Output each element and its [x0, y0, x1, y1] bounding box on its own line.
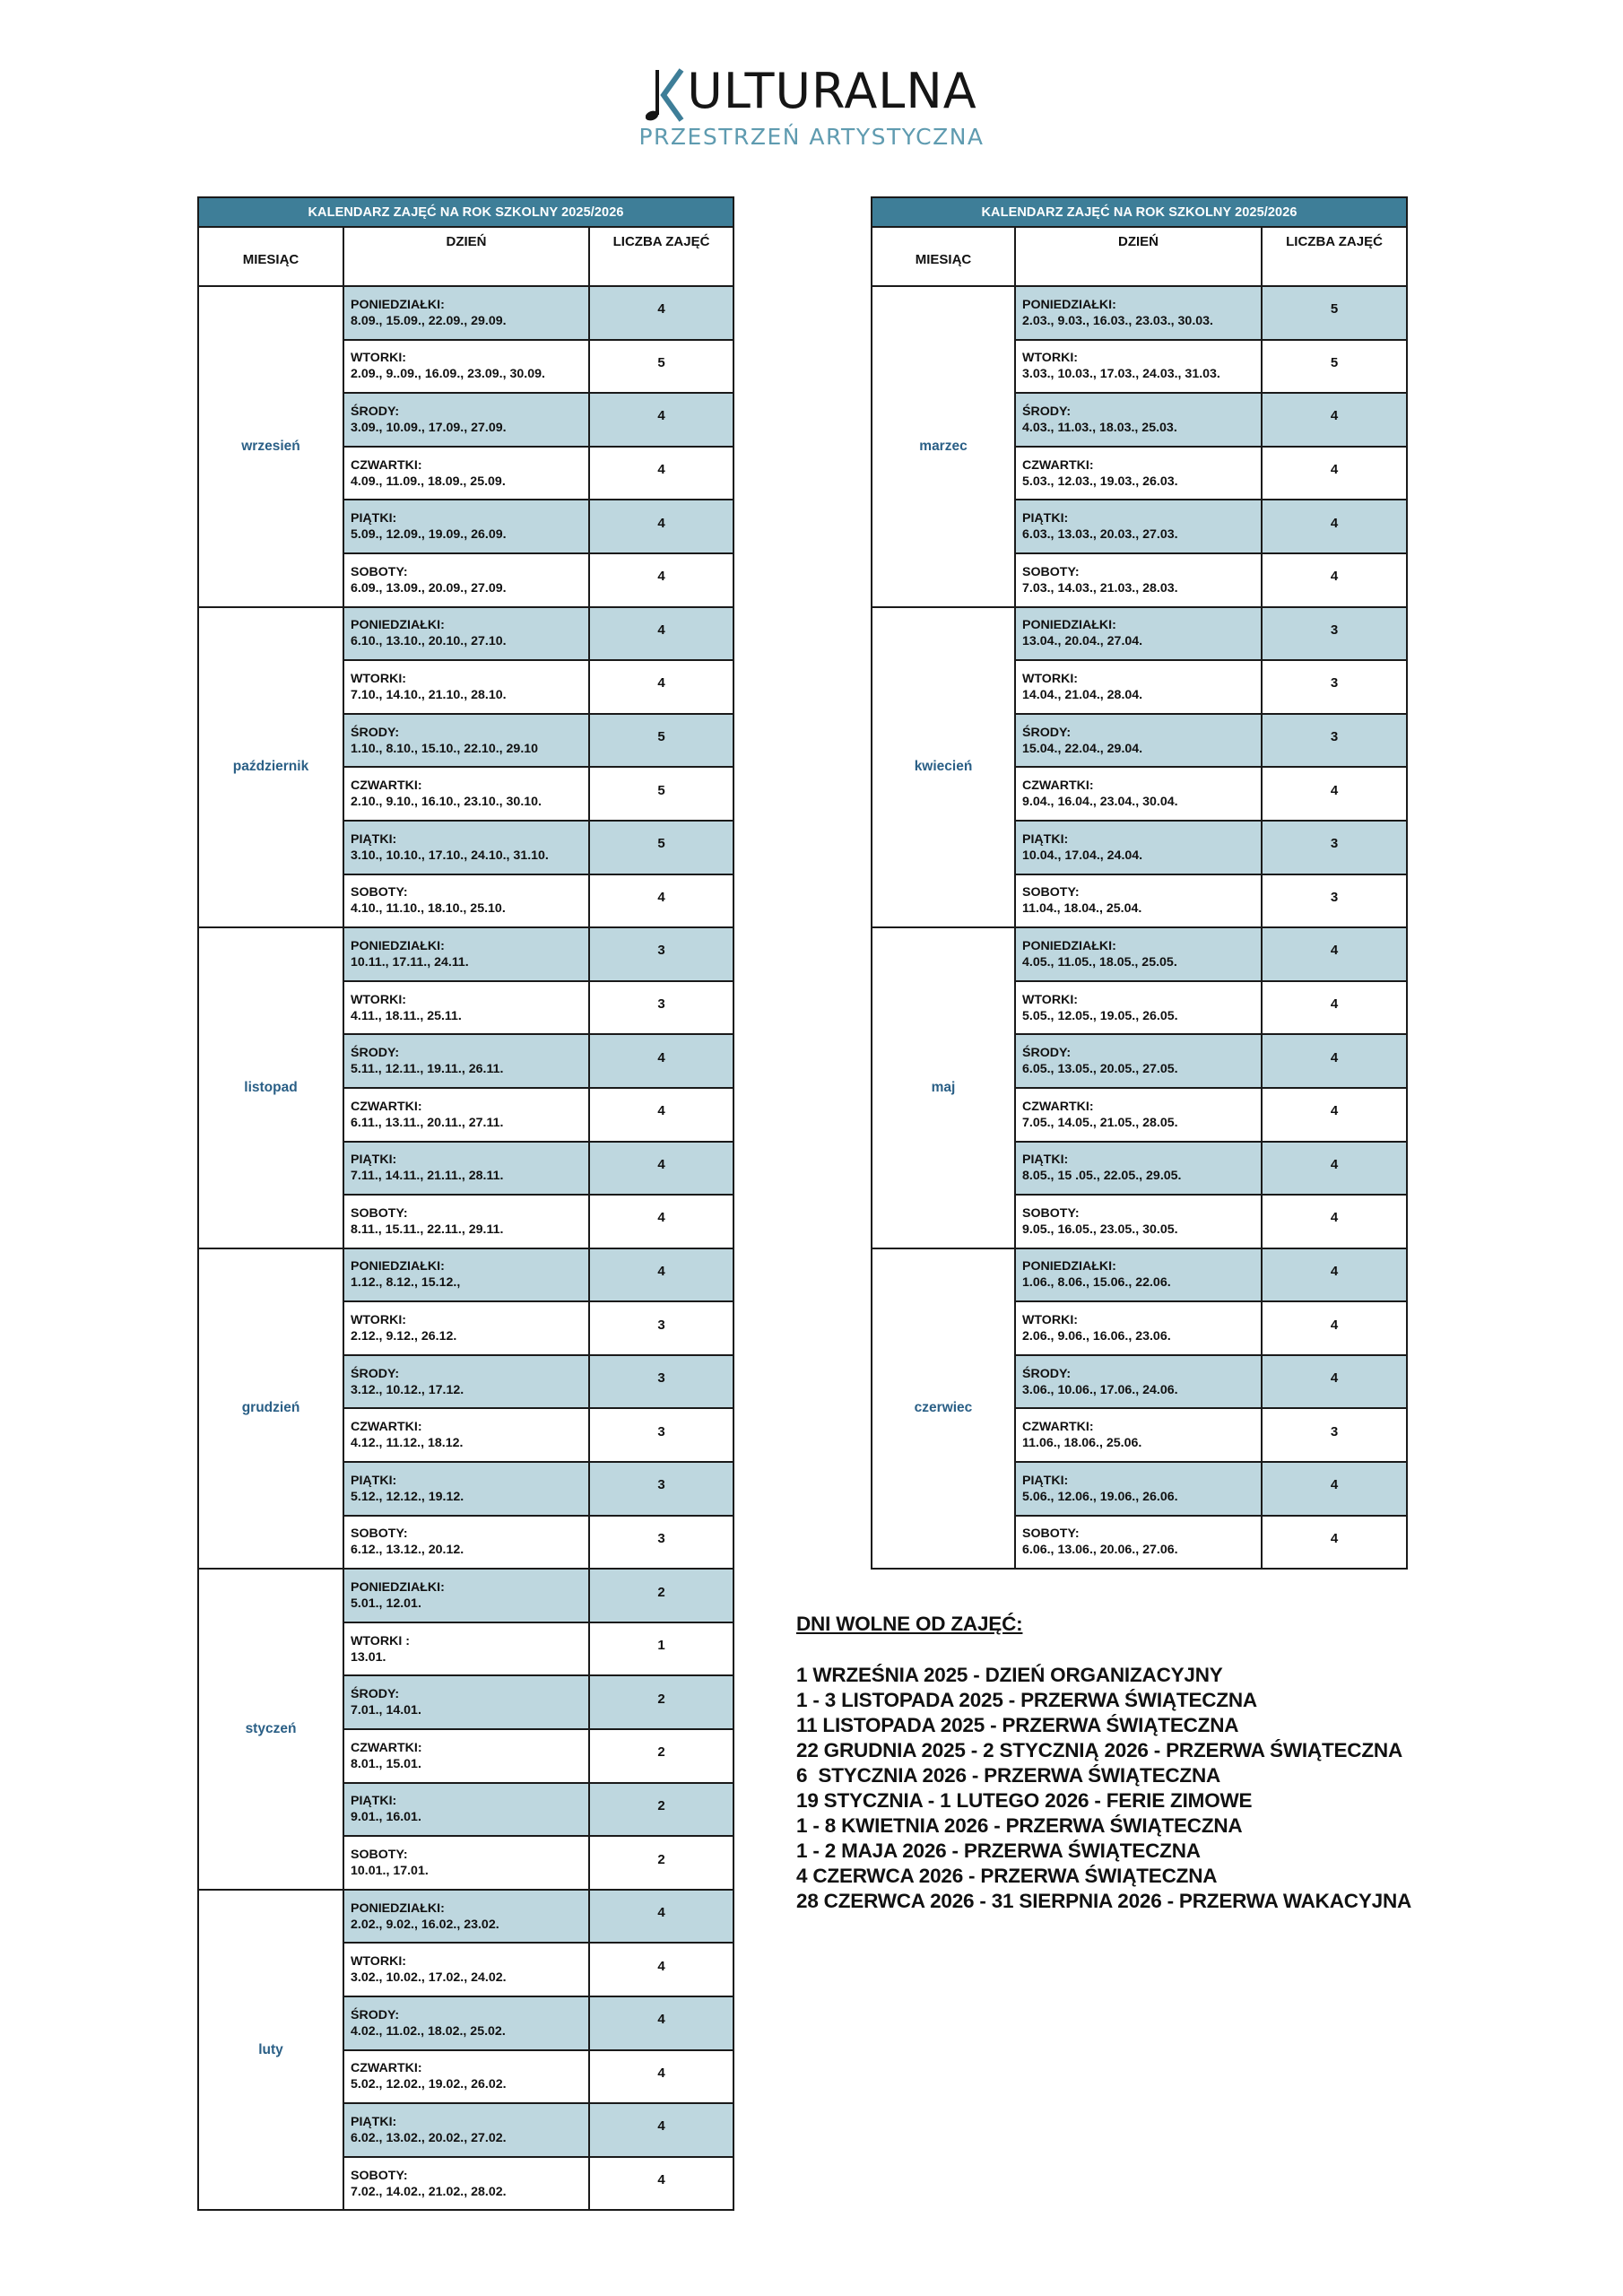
- class-count-cell: 4: [1262, 1516, 1407, 1570]
- weekday-label: CZWARTKI:: [1022, 1420, 1094, 1435]
- table-row: [198, 927, 733, 981]
- day-cell: [343, 1034, 589, 1088]
- class-count-cell: 4: [589, 874, 733, 928]
- month-cell: luty: [198, 1890, 343, 2211]
- column-header-count: LICZBA ZAJĘĆ: [1262, 227, 1407, 286]
- weekday-label: WTORKI:: [1022, 992, 1078, 1007]
- class-count-cell: 4: [1262, 1088, 1407, 1142]
- logo-name: ULTURALNA: [687, 63, 977, 119]
- class-count-cell: 4: [589, 286, 733, 340]
- day-cell: [1015, 714, 1262, 768]
- day-cell: [343, 1142, 589, 1196]
- day-cell: [343, 500, 589, 553]
- table-title: KALENDARZ ZAJĘĆ NA ROK SZKOLNY 2025/2026: [872, 197, 1407, 227]
- table-row: [198, 1248, 733, 1302]
- column-header-month: MIESIĄC: [872, 227, 1015, 286]
- table-row: [198, 1890, 733, 1944]
- weekday-label: SOBOTY:: [1022, 1205, 1080, 1221]
- class-count-cell: 4: [589, 660, 733, 714]
- weekday-label: CZWARTKI:: [351, 2061, 422, 2076]
- day-cell: [343, 1569, 589, 1622]
- dates-list: 1.10., 8.10., 15.10., 22.10., 29.10: [351, 741, 539, 756]
- class-count-cell: 3: [1262, 607, 1407, 661]
- day-cell: [343, 1675, 589, 1729]
- weekday-label: WTORKI:: [351, 1313, 406, 1328]
- class-count-cell: 4: [589, 1943, 733, 1996]
- class-count-cell: 4: [1262, 1034, 1407, 1088]
- dates-list: 15.04., 22.04., 29.04.: [1022, 741, 1143, 756]
- day-cell: [1015, 553, 1262, 607]
- dates-list: 14.04., 21.04., 28.04.: [1022, 687, 1143, 702]
- dates-list: 6.03., 13.03., 20.03., 27.03.: [1022, 527, 1178, 543]
- day-cell: [1015, 660, 1262, 714]
- weekday-label: ŚRODY:: [351, 1687, 400, 1702]
- class-count-cell: 3: [1262, 660, 1407, 714]
- month-cell: kwiecień: [872, 607, 1015, 928]
- day-cell: [343, 2103, 589, 2157]
- table-row: [872, 286, 1407, 340]
- dates-list: 2.03., 9.03., 16.03., 23.03., 30.03.: [1022, 313, 1213, 328]
- class-count-cell: 4: [1262, 447, 1407, 500]
- day-cell: [1015, 1355, 1262, 1409]
- day-cell: [1015, 821, 1262, 874]
- class-count-cell: 4: [1262, 927, 1407, 981]
- weekday-label: CZWARTKI:: [351, 1740, 422, 1755]
- class-count-cell: 4: [589, 393, 733, 447]
- table-title: KALENDARZ ZAJĘĆ NA ROK SZKOLNY 2025/2026: [198, 197, 733, 227]
- music-note-k-icon: [646, 68, 687, 122]
- day-cell: [343, 393, 589, 447]
- day-cell: [1015, 286, 1262, 340]
- weekday-label: WTORKI :: [351, 1633, 410, 1648]
- weekday-label: ŚRODY:: [351, 1366, 400, 1381]
- class-count-cell: 2: [589, 1836, 733, 1890]
- dates-list: 3.12., 10.12., 17.12.: [351, 1382, 464, 1397]
- holiday-item: 4 CZERWCA 2026 - PRZERWA ŚWIĄTECZNA: [796, 1865, 1218, 1887]
- class-count-cell: 5: [589, 767, 733, 821]
- weekday-label: PIĄTKI:: [351, 511, 397, 526]
- day-cell: [1015, 1195, 1262, 1248]
- holidays-title: DNI WOLNE OD ZAJĘĆ:: [796, 1613, 1023, 1635]
- class-count-cell: 4: [589, 2157, 733, 2211]
- day-cell: [1015, 1516, 1262, 1570]
- dates-list: 5.11., 12.11., 19.11., 26.11.: [351, 1062, 504, 1077]
- class-count-cell: 4: [589, 2103, 733, 2157]
- class-count-cell: 2: [589, 1675, 733, 1729]
- day-cell: [343, 1088, 589, 1142]
- class-count-cell: 1: [589, 1622, 733, 1676]
- class-count-cell: 4: [589, 2050, 733, 2104]
- class-count-cell: 5: [589, 340, 733, 394]
- dates-list: 2.10., 9.10., 16.10., 23.10., 30.10.: [351, 795, 542, 810]
- class-count-cell: 3: [1262, 874, 1407, 928]
- weekday-label: CZWARTKI:: [351, 1099, 422, 1114]
- calendar-table-left: [197, 196, 734, 2211]
- holidays-list: [796, 1663, 1411, 1914]
- weekday-label: SOBOTY:: [351, 1848, 408, 1863]
- holiday-item: 22 GRUDNIA 2025 - 2 STYCZNIĄ 2026 - PRZERWA ŚWIĄTECZNA: [796, 1739, 1402, 1761]
- table-row: [198, 607, 733, 661]
- table-row: [872, 927, 1407, 981]
- weekday-label: WTORKI:: [1022, 671, 1078, 686]
- day-cell: [343, 286, 589, 340]
- dates-list: 7.05., 14.05., 21.05., 28.05.: [1022, 1115, 1178, 1130]
- weekday-label: CZWARTKI:: [351, 1420, 422, 1435]
- dates-list: 3.09., 10.09., 17.09., 27.09.: [351, 420, 507, 435]
- class-count-cell: 4: [1262, 553, 1407, 607]
- day-cell: [1015, 607, 1262, 661]
- dates-list: 5.05., 12.05., 19.05., 26.05.: [1022, 1008, 1178, 1023]
- day-cell: [343, 714, 589, 768]
- day-cell: [343, 607, 589, 661]
- class-count-cell: 4: [1262, 1462, 1407, 1516]
- weekday-label: PONIEDZIAŁKI:: [351, 1580, 445, 1596]
- weekday-label: PIĄTKI:: [351, 1152, 397, 1168]
- day-cell: [343, 1516, 589, 1570]
- class-count-cell: 5: [1262, 286, 1407, 340]
- dates-list: 5.12., 12.12., 19.12.: [351, 1489, 464, 1504]
- day-cell: [343, 340, 589, 394]
- day-cell: [343, 1301, 589, 1355]
- dates-list: 6.06., 13.06., 20.06., 27.06.: [1022, 1543, 1178, 1558]
- day-cell: [1015, 1088, 1262, 1142]
- column-header-month: MIESIĄC: [198, 227, 343, 286]
- dates-list: 11.06., 18.06., 25.06.: [1022, 1436, 1142, 1451]
- weekday-label: WTORKI:: [1022, 1313, 1078, 1328]
- day-cell: [1015, 393, 1262, 447]
- day-cell: [343, 553, 589, 607]
- dates-list: 4.03., 11.03., 18.03., 25.03.: [1022, 420, 1177, 435]
- dates-list: 6.02., 13.02., 20.02., 27.02.: [351, 2130, 507, 2145]
- weekday-label: ŚRODY:: [1022, 404, 1072, 419]
- day-cell: [343, 2157, 589, 2211]
- class-count-cell: 2: [589, 1729, 733, 1783]
- class-count-cell: 3: [589, 927, 733, 981]
- table-row: [872, 607, 1407, 661]
- weekday-label: PONIEDZIAŁKI:: [351, 938, 445, 953]
- class-count-cell: 2: [589, 1783, 733, 1837]
- dates-list: 6.09., 13.09., 20.09., 27.09.: [351, 580, 507, 596]
- class-count-cell: 4: [589, 447, 733, 500]
- dates-list: 4.09., 11.09., 18.09., 25.09.: [351, 474, 506, 489]
- dates-list: 3.03., 10.03., 17.03., 24.03., 31.03.: [1022, 367, 1220, 382]
- class-count-cell: 4: [1262, 1355, 1407, 1409]
- day-cell: [343, 767, 589, 821]
- holiday-item: 6 STYCZNIA 2026 - PRZERWA ŚWIĄTECZNA: [796, 1764, 1221, 1787]
- day-cell: [1015, 1248, 1262, 1302]
- weekday-label: CZWARTKI:: [1022, 457, 1094, 473]
- day-cell: [343, 1836, 589, 1890]
- class-count-cell: 3: [589, 981, 733, 1035]
- month-cell: wrzesień: [198, 286, 343, 607]
- weekday-label: PONIEDZIAŁKI:: [351, 1259, 445, 1274]
- holiday-item: 1 - 8 KWIETNIA 2026 - PRZERWA ŚWIĄTECZNA: [796, 1814, 1243, 1837]
- day-cell: [343, 927, 589, 981]
- day-cell: [343, 660, 589, 714]
- logo-subtitle: PRZESTRZEŃ ARTYSTYCZNA: [638, 124, 985, 150]
- class-count-cell: 4: [589, 1088, 733, 1142]
- table-body: [872, 286, 1407, 1569]
- weekday-label: ŚRODY:: [1022, 1046, 1072, 1061]
- day-cell: [343, 1195, 589, 1248]
- weekday-label: ŚRODY:: [351, 1046, 400, 1061]
- table-row: [198, 286, 733, 340]
- table-row: [872, 1248, 1407, 1302]
- day-cell: [343, 2050, 589, 2104]
- day-cell: [1015, 500, 1262, 553]
- weekday-label: PONIEDZIAŁKI:: [351, 618, 445, 633]
- month-cell: grudzień: [198, 1248, 343, 1570]
- month-cell: styczeń: [198, 1569, 343, 1890]
- weekday-label: WTORKI:: [351, 351, 406, 366]
- day-cell: [1015, 1142, 1262, 1196]
- class-count-cell: 2: [589, 1569, 733, 1622]
- month-cell: czerwiec: [872, 1248, 1015, 1570]
- dates-list: 11.04., 18.04., 25.04.: [1022, 901, 1142, 917]
- weekday-label: ŚRODY:: [351, 2007, 400, 2022]
- day-cell: [1015, 340, 1262, 394]
- class-count-cell: 3: [589, 1516, 733, 1570]
- class-count-cell: 5: [1262, 340, 1407, 394]
- weekday-label: PONIEDZIAŁKI:: [1022, 1259, 1116, 1274]
- holiday-item: 1 WRZEŚNIA 2025 - DZIEŃ ORGANIZACYJNY: [796, 1664, 1223, 1686]
- day-cell: [343, 821, 589, 874]
- class-count-cell: 4: [1262, 767, 1407, 821]
- day-cell: [343, 874, 589, 928]
- dates-list: 9.04., 16.04., 23.04., 30.04.: [1022, 795, 1178, 810]
- dates-list: 10.01., 17.01.: [351, 1864, 429, 1879]
- dates-list: 1.06., 8.06., 15.06., 22.06.: [1022, 1275, 1171, 1291]
- dates-list: 3.10., 10.10., 17.10., 24.10., 31.10.: [351, 848, 549, 863]
- weekday-label: PIĄTKI:: [1022, 511, 1069, 526]
- class-count-cell: 4: [1262, 1195, 1407, 1248]
- day-cell: [343, 1783, 589, 1837]
- dates-list: 3.06., 10.06., 17.06., 24.06.: [1022, 1382, 1178, 1397]
- class-count-cell: 4: [1262, 393, 1407, 447]
- weekday-label: ŚRODY:: [351, 725, 400, 740]
- class-count-cell: 4: [1262, 981, 1407, 1035]
- day-cell: [343, 1248, 589, 1302]
- weekday-label: SOBOTY:: [1022, 1526, 1080, 1542]
- weekday-label: PIĄTKI:: [351, 1473, 397, 1488]
- class-count-cell: 3: [1262, 1408, 1407, 1462]
- dates-list: 7.01., 14.01.: [351, 1703, 421, 1718]
- weekday-label: ŚRODY:: [1022, 725, 1072, 740]
- dates-list: 2.09., 9..09., 16.09., 23.09., 30.09.: [351, 367, 545, 382]
- class-count-cell: 3: [589, 1408, 733, 1462]
- class-count-cell: 4: [589, 1248, 733, 1302]
- class-count-cell: 3: [1262, 821, 1407, 874]
- class-count-cell: 4: [1262, 1142, 1407, 1196]
- month-cell: marzec: [872, 286, 1015, 607]
- day-cell: [343, 1996, 589, 2050]
- dates-list: 2.02., 9.02., 16.02., 23.02.: [351, 1917, 499, 1932]
- class-count-cell: 4: [589, 1034, 733, 1088]
- class-count-cell: 3: [1262, 714, 1407, 768]
- dates-list: 4.12., 11.12., 18.12.: [351, 1436, 464, 1451]
- class-count-cell: 4: [1262, 1301, 1407, 1355]
- dates-list: 5.06., 12.06., 19.06., 26.06.: [1022, 1489, 1178, 1504]
- dates-list: 10.11., 17.11., 24.11.: [351, 954, 469, 970]
- dates-list: 13.01.: [351, 1649, 386, 1665]
- dates-list: 1.12., 8.12., 15.12.,: [351, 1275, 461, 1291]
- weekday-label: CZWARTKI:: [351, 457, 422, 473]
- holiday-item: 1 - 3 LISTOPADA 2025 - PRZERWA ŚWIĄTECZNA: [796, 1689, 1257, 1711]
- weekday-label: CZWARTKI:: [1022, 1099, 1094, 1114]
- dates-list: 8.01., 15.01.: [351, 1756, 421, 1771]
- class-count-cell: 5: [589, 821, 733, 874]
- dates-list: 2.12., 9.12., 26.12.: [351, 1329, 457, 1344]
- day-cell: [343, 1408, 589, 1462]
- dates-list: 10.04., 17.04., 24.04.: [1022, 848, 1143, 863]
- calendar-table-right: [871, 196, 1408, 1570]
- dates-list: 6.11., 13.11., 20.11., 27.11.: [351, 1115, 504, 1130]
- class-count-cell: 4: [589, 1996, 733, 2050]
- day-cell: [1015, 1034, 1262, 1088]
- column-header-count: LICZBA ZAJĘĆ: [589, 227, 733, 286]
- holiday-item: 19 STYCZNIA - 1 LUTEGO 2026 - FERIE ZIMOWE: [796, 1789, 1253, 1812]
- dates-list: 7.02., 14.02., 21.02., 28.02.: [351, 2184, 507, 2199]
- table-row: [198, 1569, 733, 1622]
- dates-list: 8.11., 15.11., 22.11., 29.11.: [351, 1222, 504, 1237]
- weekday-label: ŚRODY:: [1022, 1366, 1072, 1381]
- dates-list: 9.05., 16.05., 23.05., 30.05.: [1022, 1222, 1178, 1237]
- month-cell: listopad: [198, 927, 343, 1248]
- dates-list: 6.05., 13.05., 20.05., 27.05.: [1022, 1062, 1178, 1077]
- dates-list: 8.09., 15.09., 22.09., 29.09.: [351, 313, 507, 328]
- class-count-cell: 4: [1262, 1248, 1407, 1302]
- class-count-cell: 4: [1262, 500, 1407, 553]
- column-header-day: DZIEŃ: [343, 227, 589, 286]
- class-count-cell: 4: [589, 553, 733, 607]
- dates-list: 8.05., 15 .05., 22.05., 29.05.: [1022, 1169, 1182, 1184]
- class-count-cell: 4: [589, 1142, 733, 1196]
- dates-list: 7.10., 14.10., 21.10., 28.10.: [351, 687, 507, 702]
- dates-list: 5.03., 12.03., 19.03., 26.03.: [1022, 474, 1178, 489]
- weekday-label: PIĄTKI:: [351, 1794, 397, 1809]
- dates-list: 4.11., 18.11., 25.11.: [351, 1008, 462, 1023]
- day-cell: [1015, 1462, 1262, 1516]
- holiday-item: 28 CZERWCA 2026 - 31 SIERPNIA 2026 - PRZERWA WAKACYJNA: [796, 1890, 1412, 1912]
- weekday-label: SOBOTY:: [1022, 564, 1080, 579]
- weekday-label: PIĄTKI:: [1022, 1473, 1069, 1488]
- table-body: [198, 286, 733, 2210]
- dates-list: 9.01., 16.01.: [351, 1810, 421, 1825]
- weekday-label: SOBOTY:: [351, 564, 408, 579]
- weekday-label: SOBOTY:: [351, 2168, 408, 2183]
- weekday-label: SOBOTY:: [1022, 885, 1080, 900]
- dates-list: 6.10., 13.10., 20.10., 27.10.: [351, 634, 507, 649]
- weekday-label: PIĄTKI:: [351, 831, 397, 847]
- dates-list: 4.02., 11.02., 18.02., 25.02.: [351, 2023, 506, 2039]
- day-cell: [1015, 767, 1262, 821]
- weekday-label: CZWARTKI:: [351, 778, 422, 794]
- weekday-label: WTORKI:: [351, 992, 406, 1007]
- logo-wordmark: [646, 65, 976, 118]
- month-cell: maj: [872, 927, 1015, 1248]
- weekday-label: ŚRODY:: [351, 404, 400, 419]
- class-count-cell: 4: [589, 1195, 733, 1248]
- day-cell: [343, 981, 589, 1035]
- dates-list: 3.02., 10.02., 17.02., 24.02.: [351, 1970, 507, 1986]
- holiday-item: 1 - 2 MAJA 2026 - PRZERWA ŚWIĄTECZNA: [796, 1839, 1201, 1862]
- dates-list: 5.02., 12.02., 19.02., 26.02.: [351, 2077, 507, 2092]
- class-count-cell: 5: [589, 714, 733, 768]
- day-cell: [1015, 1301, 1262, 1355]
- dates-list: 7.11., 14.11., 21.11., 28.11.: [351, 1169, 504, 1184]
- day-cell: [1015, 447, 1262, 500]
- weekday-label: PONIEDZIAŁKI:: [351, 297, 445, 312]
- weekday-label: PIĄTKI:: [1022, 1152, 1069, 1168]
- weekday-label: PIĄTKI:: [1022, 831, 1069, 847]
- dates-list: 4.05., 11.05., 18.05., 25.05.: [1022, 954, 1177, 970]
- day-cell: [343, 1890, 589, 1944]
- weekday-label: PONIEDZIAŁKI:: [351, 1900, 445, 1916]
- day-cell: [1015, 1408, 1262, 1462]
- month-cell: październik: [198, 607, 343, 928]
- dates-list: 5.09., 12.09., 19.09., 26.09.: [351, 527, 507, 543]
- weekday-label: WTORKI:: [351, 671, 406, 686]
- dates-list: 13.04., 20.04., 27.04.: [1022, 634, 1143, 649]
- day-cell: [343, 1462, 589, 1516]
- dates-list: 4.10., 11.10., 18.10., 25.10.: [351, 901, 506, 917]
- dates-list: 7.03., 14.03., 21.03., 28.03.: [1022, 580, 1178, 596]
- weekday-label: PONIEDZIAŁKI:: [1022, 297, 1116, 312]
- holidays-section: [796, 1613, 1411, 1914]
- class-count-cell: 3: [589, 1301, 733, 1355]
- weekday-label: PIĄTKI:: [351, 2114, 397, 2129]
- weekday-label: WTORKI:: [1022, 351, 1078, 366]
- weekday-label: CZWARTKI:: [1022, 778, 1094, 794]
- day-cell: [343, 1355, 589, 1409]
- weekday-label: WTORKI:: [351, 1954, 406, 1970]
- class-count-cell: 4: [589, 607, 733, 661]
- day-cell: [343, 1622, 589, 1676]
- day-cell: [1015, 927, 1262, 981]
- day-cell: [1015, 874, 1262, 928]
- dates-list: 6.12., 13.12., 20.12.: [351, 1543, 464, 1558]
- column-header-day: DZIEŃ: [1015, 227, 1262, 286]
- class-count-cell: 3: [589, 1462, 733, 1516]
- weekday-label: SOBOTY:: [351, 1526, 408, 1542]
- logo: [0, 65, 1623, 151]
- day-cell: [343, 447, 589, 500]
- weekday-label: PONIEDZIAŁKI:: [1022, 618, 1116, 633]
- weekday-label: SOBOTY:: [351, 885, 408, 900]
- dates-list: 2.06., 9.06., 16.06., 23.06.: [1022, 1329, 1171, 1344]
- holiday-item: 11 LISTOPADA 2025 - PRZERWA ŚWIĄTECZNA: [796, 1714, 1239, 1736]
- class-count-cell: 4: [589, 500, 733, 553]
- day-cell: [343, 1729, 589, 1783]
- weekday-label: PONIEDZIAŁKI:: [1022, 938, 1116, 953]
- class-count-cell: 3: [589, 1355, 733, 1409]
- day-cell: [343, 1943, 589, 1996]
- class-count-cell: 4: [589, 1890, 733, 1944]
- day-cell: [1015, 981, 1262, 1035]
- dates-list: 5.01., 12.01.: [351, 1596, 421, 1612]
- weekday-label: SOBOTY:: [351, 1205, 408, 1221]
